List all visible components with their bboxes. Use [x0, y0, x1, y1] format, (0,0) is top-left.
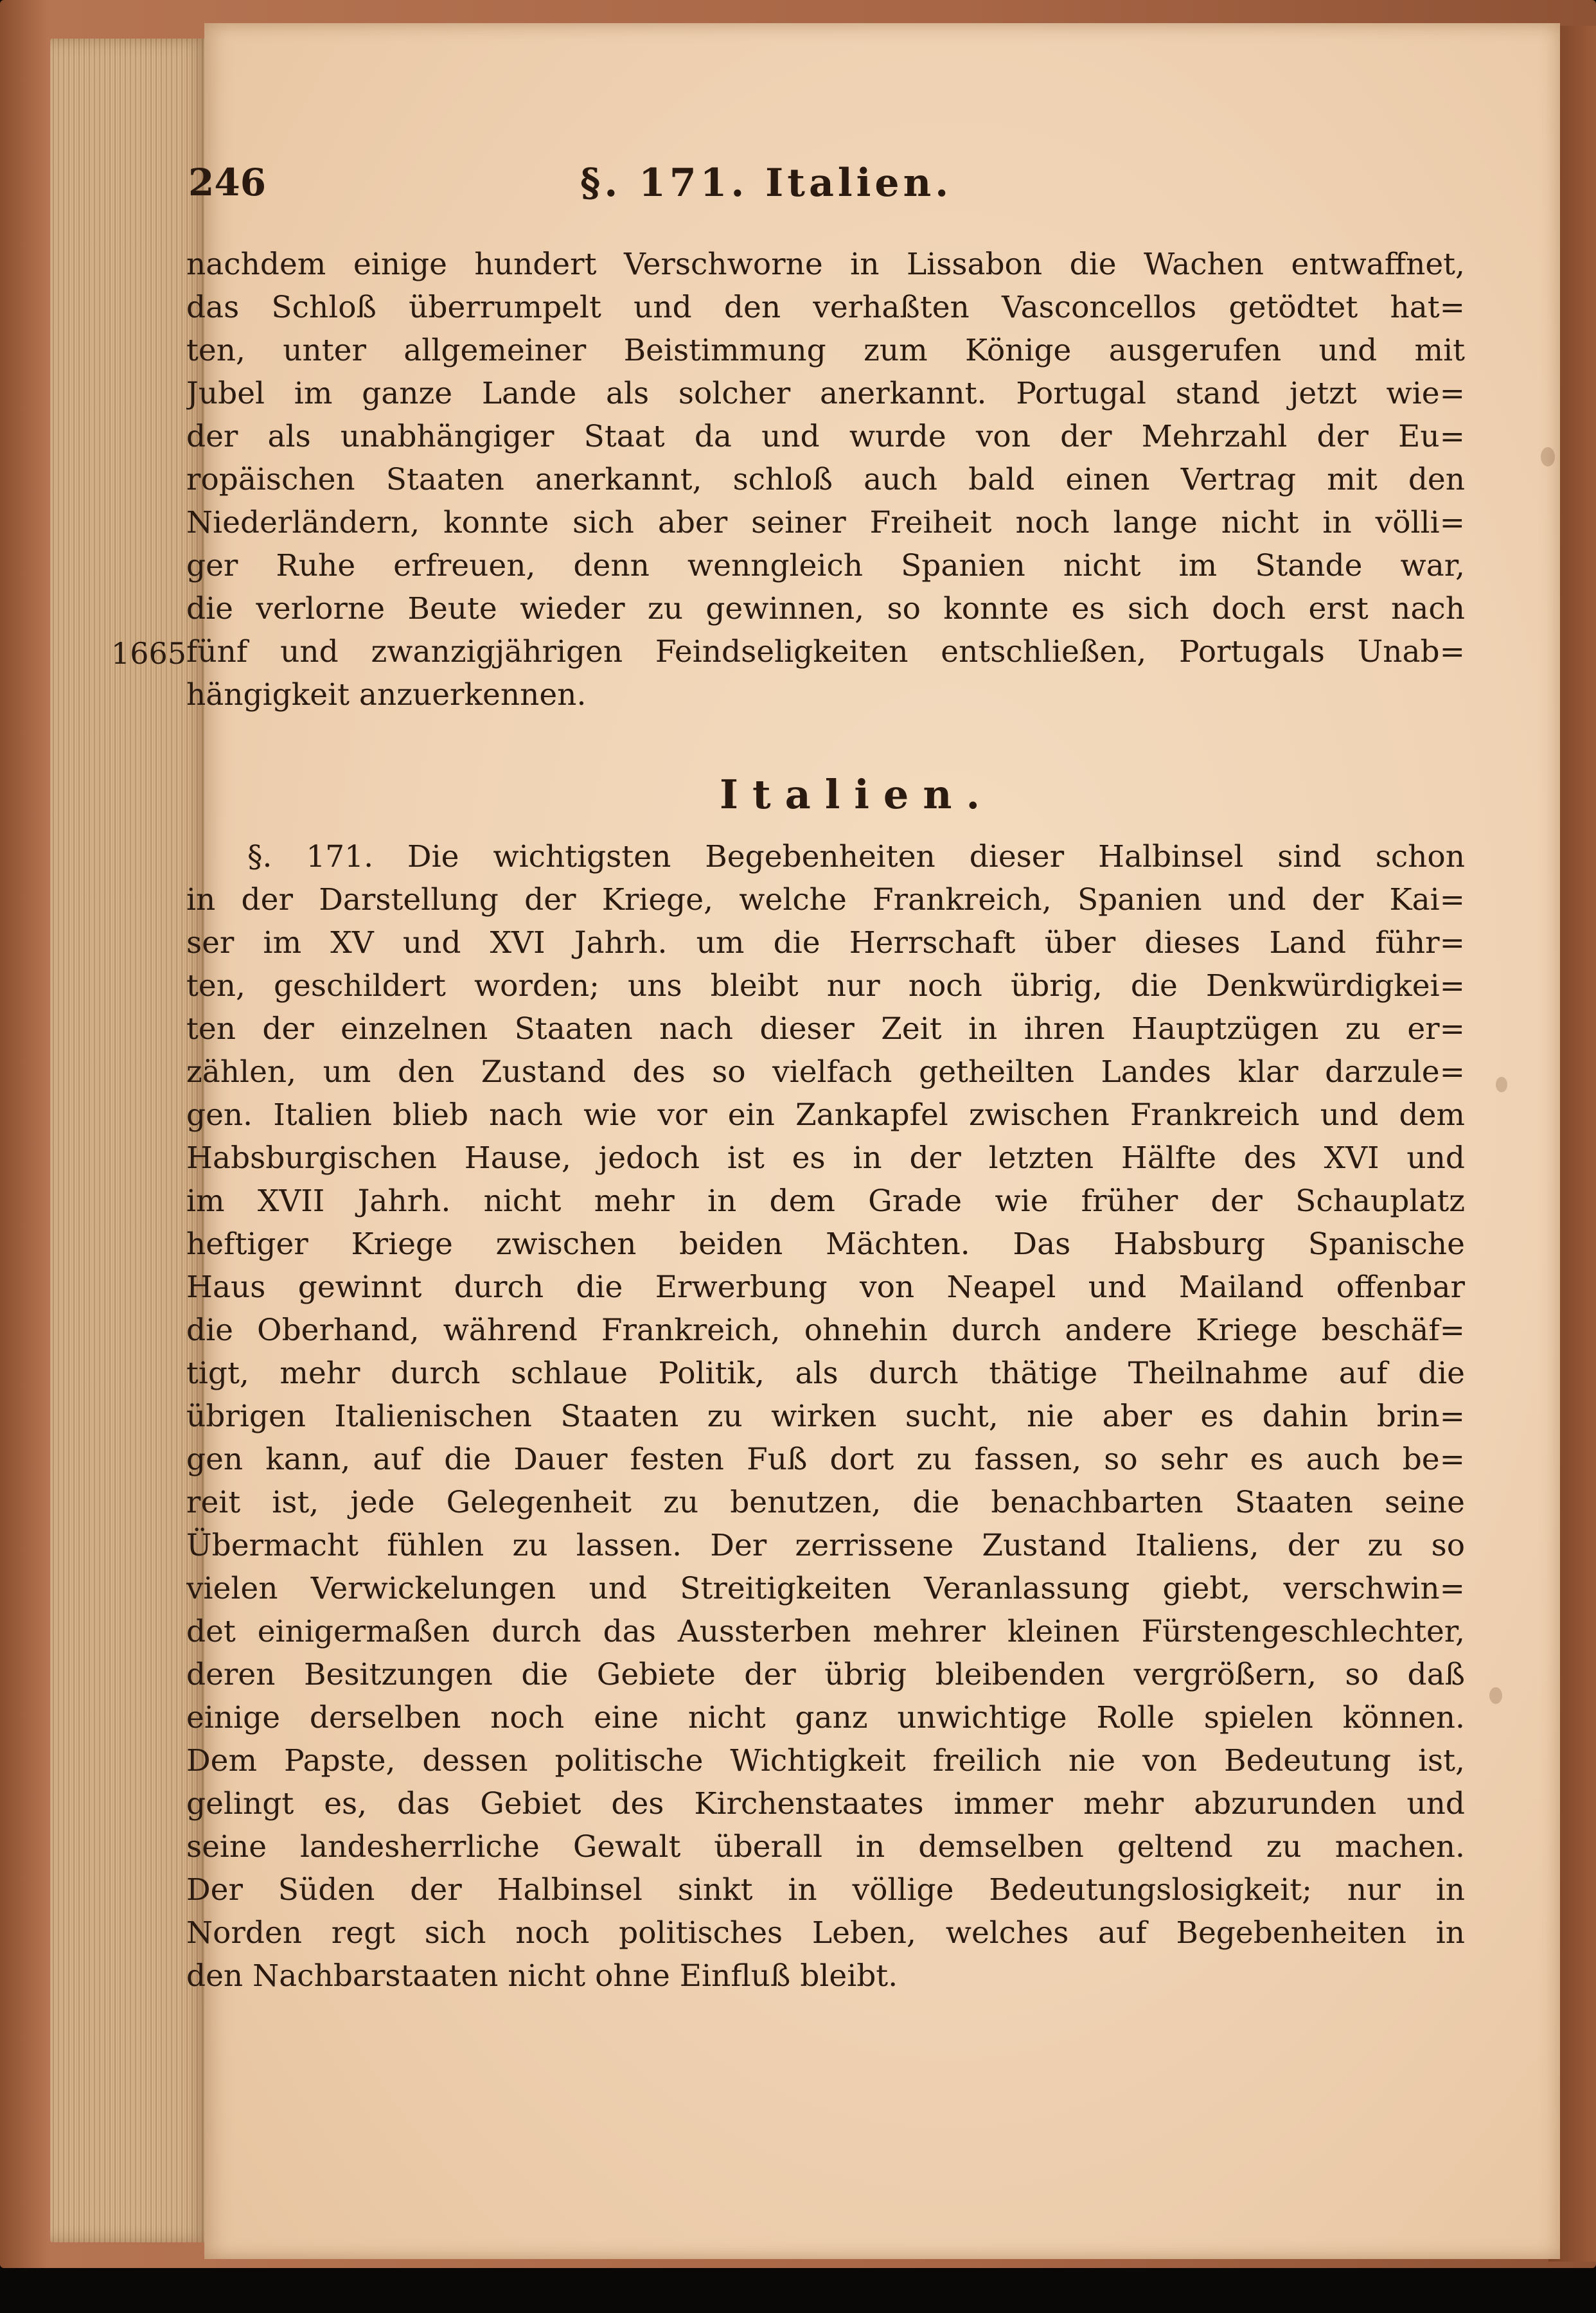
text-line: ser im XV und XVI Jahrh. um die Herrschaft über dieses Land führ= — [186, 925, 1465, 961]
text-line: gen kann, auf die Dauer festen Fuß dort zu fassen, so sehr es auch be= — [186, 1442, 1465, 1477]
paragraph-italien — [186, 835, 1465, 1998]
text-line: Norden regt sich noch politisches Leben, welches auf Begebenheiten in — [186, 1915, 1465, 1951]
text-line: §. 171. Die wichtigsten Begebenheiten dieser Halbinsel sind schon — [247, 839, 1465, 874]
paragraph-portugal — [186, 243, 1465, 716]
text-line: im XVII Jahrh. nicht mehr in dem Grade wie früher der Schauplatz — [186, 1183, 1465, 1219]
text-line: gen. Italien blieb nach wie vor ein Zankapfel zwischen Frankreich und dem — [186, 1097, 1465, 1133]
text-line: Der Süden der Halbinsel sinkt in völlige Bedeutungslosigkeit; nur in — [186, 1872, 1465, 1908]
text-line: der als unabhängiger Staat da und wurde von der Mehrzahl der Eu= — [186, 419, 1465, 454]
text-line: die verlorne Beute wieder zu gewinnen, so konnte es sich doch erst nach — [186, 591, 1465, 626]
text-line: det einigermaßen durch das Aussterben mehrer kleinen Fürstengeschlechter, — [186, 1614, 1465, 1649]
text-line: in der Darstellung der Kriege, welche Frankreich, Spanien und der Kai= — [186, 882, 1465, 917]
text-line: hängigkeit anzuerkennen. — [186, 677, 587, 713]
text-line: das Schloß überrumpelt und den verhaßten Vasconcellos getödtet hat= — [186, 290, 1465, 325]
text-line: tigt, mehr durch schlaue Politik, als durch thätige Theilnahme auf die — [186, 1356, 1465, 1391]
text-line: ropäischen Staaten anerkannt, schloß auch bald einen Vertrag mit den — [186, 462, 1465, 497]
text-line: fünf und zwanzigjährigen Feindseligkeiten entschließen, Portugals Unab= — [186, 634, 1465, 669]
text-line: ten der einzelnen Staaten nach dieser Zeit in ihren Hauptzügen zu er= — [186, 1011, 1465, 1047]
margin-year: 1665 — [111, 636, 186, 671]
text-line: ger Ruhe erfreuen, denn wenngleich Spanien nicht im Stande war, — [186, 548, 1465, 583]
page-number: 246 — [188, 161, 267, 204]
text-line: vielen Verwickelungen und Streitigkeiten Veranlassung giebt, verschwin= — [186, 1571, 1465, 1606]
text-line: Habsburgischen Hause, jedoch ist es in der letzten Hälfte des XVI und — [186, 1140, 1465, 1176]
text-line: die Oberhand, während Frankreich, ohnehin durch andere Kriege beschäf= — [186, 1313, 1465, 1348]
text-line: reit ist, jede Gelegenheit zu benutzen, die benachbarten Staaten seine — [186, 1485, 1465, 1520]
text-line: heftiger Kriege zwischen beiden Mächten. Das Habsburg Spanische — [186, 1227, 1465, 1262]
text-line: Niederländern, konnte sich aber seiner Freiheit noch lange nicht in völli= — [186, 505, 1465, 540]
paper-stain — [1541, 447, 1555, 466]
text-line: ten, geschildert worden; uns bleibt nur noch übrig, die Denkwürdigkei= — [186, 968, 1465, 1004]
text-line: einige derselben noch eine nicht ganz unwichtige Rolle spielen können. — [186, 1700, 1465, 1735]
text-line: gelingt es, das Gebiet des Kirchenstaates immer mehr abzurunden und — [186, 1786, 1465, 1821]
section-heading: Italien. — [720, 771, 995, 818]
text-line: nachdem einige hundert Verschworne in Lissabon die Wachen entwaffnet, — [186, 247, 1465, 282]
paper-stain — [1489, 1687, 1502, 1704]
text-line: Übermacht fühlen zu lassen. Der zerrissene Zustand Italiens, der zu so — [186, 1528, 1465, 1563]
text-line: Haus gewinnt durch die Erwerbung von Neapel und Mailand offenbar — [186, 1270, 1465, 1305]
text-line: Jubel im ganze Lande als solcher anerkannt. Portugal stand jetzt wie= — [186, 376, 1465, 411]
text-line: Dem Papste, dessen politische Wichtigkeit freilich nie von Bedeutung ist, — [186, 1743, 1465, 1778]
page-header — [188, 141, 1467, 218]
paper-stain — [1496, 1077, 1507, 1092]
text-line: den Nachbarstaaten nicht ohne Einfluß bleibt. — [186, 1958, 898, 1994]
running-head: §. 171. Italien. — [580, 161, 953, 206]
text-line: übrigen Italienischen Staaten zu wirken sucht, nie aber es dahin brin= — [186, 1399, 1465, 1434]
text-line: zählen, um den Zustand des so vielfach getheilten Landes klar darzule= — [186, 1054, 1465, 1090]
text-line: seine landesherrliche Gewalt überall in demselben geltend zu machen. — [186, 1829, 1465, 1865]
text-line: deren Besitzungen die Gebiete der übrig bleibenden vergrößern, so daß — [186, 1657, 1465, 1692]
text-line: ten, unter allgemeiner Beistimmung zum Könige ausgerufen und mit — [186, 333, 1465, 368]
